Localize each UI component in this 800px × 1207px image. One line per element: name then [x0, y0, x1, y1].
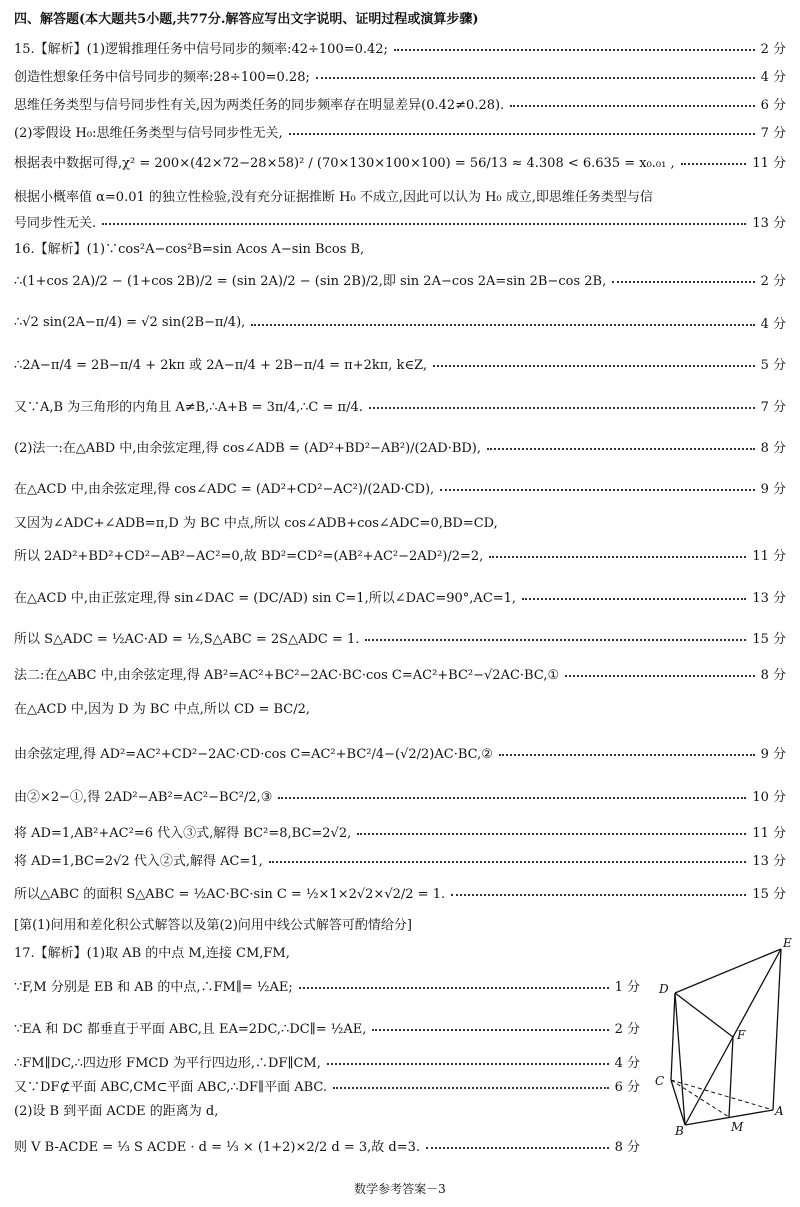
leader-dots: [269, 861, 747, 863]
q16-line-3: [14, 313, 786, 332]
q16-line-9: [14, 545, 786, 564]
leader-dots: [333, 1087, 609, 1089]
q16-line-14: [14, 743, 786, 762]
score-label: 7 分: [760, 400, 786, 415]
q17-text-1: 17.【解析】(1)取 AB 的中点 M,连接 CM,FM,: [14, 946, 290, 961]
leader-dots: [440, 489, 754, 491]
q17-text-5: 又∵DF⊄平面 ABC,CM⊂平面 ABC,∴DF∥平面 ABC.: [14, 1080, 327, 1095]
score-label: 4 分: [760, 70, 786, 85]
label-B: B: [675, 1124, 684, 1135]
grading-note-text: [第(1)问用和差化积公式解答以及第(2)问用中线公式解答可酌情给分]: [14, 918, 412, 933]
score-label: 2 分: [760, 42, 786, 57]
score-label: 9 分: [760, 482, 786, 497]
leader-dots: [327, 1063, 609, 1065]
score-label: 11 分: [752, 549, 786, 564]
leader-dots: [565, 675, 754, 677]
section-header-text: 四、解答题(本大题共5小题,共77分.解答应写出文字说明、证明过程或演算步骤): [14, 12, 479, 27]
q17-text-2: ∵F,M 分别是 EB 和 AB 的中点,∴FM∥= ½AE;: [14, 980, 293, 995]
leader-dots: [681, 163, 747, 165]
q16-line-6: [14, 437, 786, 456]
q15-text-5: 根据表中数据可得,χ² = 200×(42×72−28×58)² / (70×130×100×100) = 56/13 ≈ 4.308 < 6.635 = x₀.₀₁ ,: [14, 156, 675, 171]
score-label: 1 分: [614, 980, 640, 995]
score-label: 2 分: [614, 1022, 640, 1037]
q15-text-6: 根据小概率值 α=0.01 的独立性检验,没有充分证据推断 H₀ 不成立,因此可以认为 H₀ 成立,即思维任务类型与信: [14, 190, 653, 205]
q16-text-12: 法二:在△ABC 中,由余弦定理,得 AB²=AC²+BC²−2AC·BC·cos C=AC²+BC²−√2AC·BC,①: [14, 668, 560, 683]
q17-text-4: ∴FM∥DC,∴四边形 FMCD 为平行四边形,∴DF∥CM,: [14, 1056, 321, 1071]
q16-text-16: 将 AD=1,AB²+AC²=6 代入③式,解得 BC²=8,BC=2√2,: [14, 826, 352, 841]
q16-text-11: 所以 S△ADC = ½AC·AD = ½,S△ABC = 2S△ADC = 1.: [14, 632, 360, 647]
score-label: 7 分: [760, 126, 786, 141]
edge-DC: [671, 993, 675, 1080]
score-label: 13 分: [752, 854, 786, 869]
leader-dots: [369, 407, 755, 409]
leader-dots: [451, 894, 746, 896]
q16-text-15: 由②×2−①,得 2AD²−AB²=AC²−BC²/2,③: [14, 790, 273, 805]
q17-line-2: [14, 976, 640, 995]
q16-line-8: [14, 512, 786, 531]
q16-text-9: 所以 2AD²+BD²+CD²−AB²−AC²=0,故 BD²=CD²=(AB²+AC²−2AD²)/2=2,: [14, 549, 484, 564]
score-label: 9 分: [760, 747, 786, 762]
q17-line-3: [14, 1018, 640, 1037]
q17-text-6: (2)设 B 到平面 ACDE 的距离为 d,: [14, 1104, 219, 1119]
label-E: E: [783, 936, 792, 950]
q17-line-1: [14, 942, 640, 961]
q16-line-15: [14, 786, 786, 805]
leader-dots: [499, 754, 755, 756]
score-label: 5 分: [760, 358, 786, 373]
q16-text-10: 在△ACD 中,由正弦定理,得 sin∠DAC = (DC/AD) sin C=1,所以∠DAC=90°,AC=1,: [14, 591, 517, 606]
edge-EA: [773, 949, 781, 1110]
q16-text-17: 将 AD=1,BC=2√2 代入②式,解得 AC=1,: [14, 854, 263, 869]
q15-line-1: [14, 38, 786, 57]
q15-line-3: [14, 94, 786, 113]
q15-line-7: [14, 212, 786, 231]
page-footer: 数学参考答案－3: [354, 1182, 446, 1196]
leader-dots: [102, 223, 746, 225]
q17-line-5: [14, 1076, 640, 1095]
q16-line-2: [14, 270, 786, 289]
score-label: 8 分: [614, 1140, 640, 1155]
score-label: 13 分: [752, 216, 786, 231]
q16-line-11: [14, 628, 786, 647]
score-label: 10 分: [752, 790, 786, 805]
label-C: C: [655, 1074, 665, 1088]
edge-ED: [675, 949, 781, 993]
q15-line-4: [14, 122, 786, 141]
q16-line-4: [14, 354, 786, 373]
score-label: 4 分: [760, 317, 786, 332]
q16-line-17: [14, 850, 786, 869]
q16-line-1: [14, 238, 786, 257]
q16-text-7: 在△ACD 中,由余弦定理,得 cos∠ADC = (AD²+CD²−AC²)/(2AD·CD),: [14, 482, 435, 497]
q16-line-10: [14, 587, 786, 606]
score-label: 8 分: [760, 441, 786, 456]
leader-dots: [510, 105, 754, 107]
leader-dots: [487, 448, 755, 450]
leader-dots: [278, 797, 746, 799]
edge-FM: [729, 1037, 733, 1117]
q17-line-4: [14, 1052, 640, 1071]
q16-text-8: 又因为∠ADC+∠ADB=π,D 为 BC 中点,所以 cos∠ADB+cos∠ADC=0,BD=CD,: [14, 516, 498, 531]
q17-line-7: [14, 1136, 640, 1155]
q16-text-4: ∴2A−π/4 = 2B−π/4 + 2kπ 或 2A−π/4 + 2B−π/4 = π+2kπ, k∈Z,: [14, 358, 428, 373]
geometry-figure: [645, 935, 795, 1135]
q16-line-7: [14, 478, 786, 497]
q16-line-18: [14, 883, 786, 902]
leader-dots: [365, 639, 746, 641]
q15-text-3: 思维任务类型与信号同步性有关,因为两类任务的同步频率存在明显差异(0.42≠0.28).: [14, 98, 505, 113]
q16-line-13: [14, 698, 786, 717]
score-label: 6 分: [760, 98, 786, 113]
q16-line-5: [14, 396, 786, 415]
leader-dots: [394, 49, 755, 51]
score-label: 11 分: [752, 156, 786, 171]
q16-text-5: 又∵A,B 为三角形的内角且 A≠B,∴A+B = 3π/4,∴C = π/4.: [14, 400, 363, 415]
label-M: M: [731, 1120, 744, 1134]
q16-text-14: 由余弦定理,得 AD²=AC²+CD²−2AC·CD·cos C=AC²+BC²/4−(√2/2)AC·BC,②: [14, 747, 493, 762]
q15-text-7: 号同步性无关.: [14, 216, 97, 231]
label-A: A: [775, 1104, 784, 1118]
q15-text-4: (2)零假设 H₀:思维任务类型与信号同步性无关,: [14, 126, 283, 141]
score-label: 13 分: [752, 591, 786, 606]
q15-line-5: [14, 152, 786, 171]
edge-BD: [675, 993, 685, 1125]
q16-text-6: (2)法一:在△ABD 中,由余弦定理,得 cos∠ADB = (AD²+BD²−AB²)/(2AD·BD),: [14, 441, 482, 456]
leader-dots: [316, 77, 755, 79]
q16-text-13: 在△ACD 中,因为 D 为 BC 中点,所以 CD = BC/2,: [14, 702, 311, 717]
leader-dots: [299, 987, 609, 989]
q17-text-3: ∵EA 和 DC 都垂直于平面 ABC,且 EA=2DC,∴DC∥= ½AE,: [14, 1022, 367, 1037]
leader-dots: [357, 833, 746, 835]
leader-dots: [433, 365, 755, 367]
leader-dots: [372, 1029, 608, 1031]
q16-line-16: [14, 822, 786, 841]
q15-line-6: [14, 186, 786, 205]
score-label: 11 分: [752, 826, 786, 841]
q15-text-1: 15.【解析】(1)逻辑推理任务中信号同步的频率:42÷100=0.42;: [14, 42, 388, 57]
q16-grading-note: [14, 914, 786, 933]
leader-dots: [289, 133, 755, 135]
q16-text-1: 16.【解析】(1)∵cos²A−cos²B=sin Acos A−sin Bcos B,: [14, 242, 365, 257]
leader-dots: [612, 281, 754, 283]
q17-text-7: 则 V B-ACDE = ⅓ S ACDE · d = ⅓ × (1+2)×2/2 d = 3,故 d=3.: [14, 1140, 421, 1155]
q15-line-2: [14, 66, 786, 85]
leader-dots: [426, 1147, 609, 1149]
q16-text-2: ∴(1+cos 2A)/2 − (1+cos 2B)/2 = (sin 2A)/2 − (sin 2B)/2,即 sin 2A−cos 2A=sin 2B−cos 2B,: [14, 274, 607, 289]
q16-text-3: ∴√2 sin(2A−π/4) = √2 sin(2B−π/4),: [14, 315, 246, 330]
score-label: 2 分: [760, 274, 786, 289]
edge-CA-hidden: [671, 1080, 773, 1110]
score-label: 8 分: [760, 668, 786, 683]
leader-dots: [522, 598, 746, 600]
score-label: 15 分: [752, 632, 786, 647]
q15-text-2: 创造性想象任务中信号同步的频率:28÷100=0.28;: [14, 70, 310, 85]
q17-line-6: [14, 1100, 640, 1119]
section-header: [14, 8, 786, 27]
leader-dots: [489, 556, 746, 558]
q16-line-12: [14, 664, 786, 683]
score-label: 6 分: [614, 1080, 640, 1095]
label-D: D: [659, 982, 669, 996]
leader-dots: [251, 324, 754, 326]
score-label: 15 分: [752, 887, 786, 902]
q16-text-18: 所以△ABC 的面积 S△ABC = ½AC·BC·sin C = ½×1×2√2×√2/2 = 1.: [14, 887, 446, 902]
label-F: F: [737, 1028, 746, 1042]
edge-DF: [675, 993, 733, 1037]
score-label: 4 分: [614, 1056, 640, 1071]
